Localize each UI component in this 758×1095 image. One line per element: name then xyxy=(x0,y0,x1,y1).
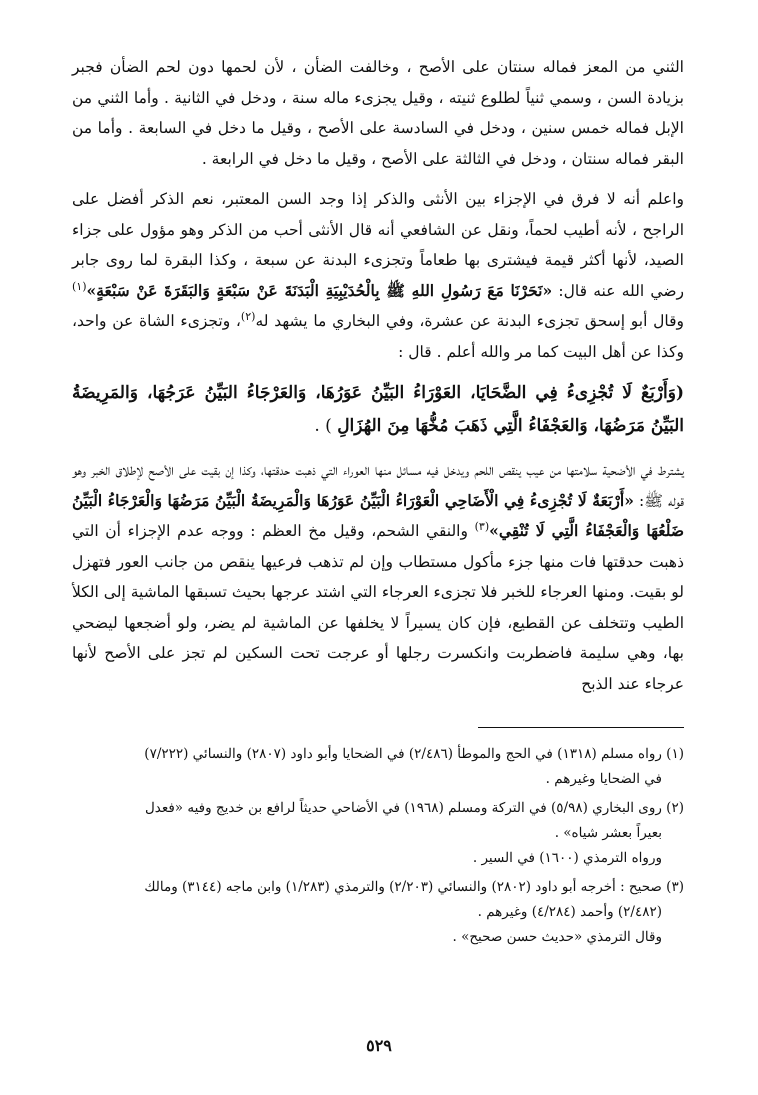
paragraph-1: الثني من المعز فماله سنتان على الأصح ، وخالفت الضأن ، لأن لحمها دون لحم الضأن فجبر بزيادة السن ، وسمي ثنياً لطلوع ثنيته ، وقيل يجزىء ماله سنة ، ودخل في الثانية . وأما الثني من الإبل فماله خمس سنين ، ودخل في السادسة على الأصح ، وقيل ما دخل في السابعة . وأما من البقر فماله سنتان ، ودخل في الثالثة على الأصح ، وقيل ما دخل في الرابعة . xyxy=(72,58,684,168)
paragraph-2 xyxy=(72,184,684,367)
paragraph-2-text-b: وقال أبو إسحق تجزىء البدنة عن عشرة، وفي البخاري ما يشهد له xyxy=(255,312,684,330)
footnote-3-line-3: وقال الترمذي «حديث حسن صحيح» . xyxy=(452,929,662,945)
footnote-2-line-2: بعيراً بعشر شياه» . xyxy=(554,825,662,841)
footnote-3-line-2: (٢/٤٨٢) وأحمد (٤/٢٨٤) وغيرهم . xyxy=(477,904,662,920)
footnote-ref-3[interactable]: (٣) xyxy=(474,519,490,533)
paragraph-3 xyxy=(72,455,684,699)
footnote-2-line-1: (٢) روى البخاري (٥/٩٨) في التركة ومسلم (١٩٦٨) في الأضاحي حديثاً لرافع بن خديج وفيه «فعدل xyxy=(144,800,684,816)
matn-text xyxy=(72,377,684,443)
footnote-2 xyxy=(72,796,684,871)
page-body xyxy=(72,52,684,954)
paragraph-2-text-c: ، وتجزىء الشاة عن واحد، وكذا عن أهل البيت كما مر والله أعلم . قال : xyxy=(72,312,684,361)
paragraph-2-text-a: واعلم أنه لا فرق في الإجزاء بين الأنثى والذكر إذا وجد السن المعتبر، نعم الذكر أفضل على الراجح ، لأنه أطيب لحماً، ونقل عن الشافعي أنه قال الأنثى أحب من الذكر وهو مؤول على جزاء الصيد، لأنها أكثر قيمة فيشترى بها طعاماً وتجزىء البدنة عن سبعة ، وكذا البقرة لما روى جابر رضي الله عنه قال: xyxy=(72,190,684,300)
hadith-quote-jabir: «نَحَرْنَا مَعَ رَسُولِ اللهِ ﷺ بِالْحُدَيْبِيَةِ الْبَدَنَةَ عَنْ سَبْعَةٍ وَالبَقَرَةَ عَنْ سَبْعَةٍ» xyxy=(86,280,553,300)
footnote-1-line-1: (١) رواه مسلم (١٣١٨) في الحج والموطأ (٢/٤٨٦) في الضحايا وأبو داود (٢٨٠٧) والنسائي (٧/٢٢٢) xyxy=(144,746,684,762)
footnote-divider xyxy=(478,727,684,728)
footnote-1-line-2: في الضحايا وغيرهم . xyxy=(545,771,662,787)
footnote-1 xyxy=(72,742,684,792)
matn-text-close: ) . xyxy=(314,416,338,436)
hadith-quote-four-defects: «أَرْبَعَةٌ لَا تُجْزِىءُ فِي الْأَضَاحِي الْعَوْرَاءُ الْبَيِّنُ عَوَرُهَا وَالْمَرِيضَةُ الْبَيِّنُ مَرَضُهَا وَالْعَرْجَاءُ الْبَيِّنُ ضَلْعُهَا وَالْعَجْفَاءُ الَّتِي لَا تُنْقِي» xyxy=(72,490,684,540)
paragraph-3-text-a: يشترط في الأضحية سلامتها من عيب ينقص اللحم ويدخل فيه مسائل منها العوراء التي ذهبت حدقتها، وكذا إن بقيت على الأصح لإطلاق الخبر وهو قوله ﷺ: xyxy=(72,461,684,510)
footnote-3 xyxy=(72,875,684,950)
footnote-2-line-3: ورواه الترمذي (١٦٠٠) في السير . xyxy=(472,850,662,866)
footnote-3-line-1: (٣) صحيح : أخرجه أبو داود (٢٨٠٢) والنسائي (٢/٢٠٣) والترمذي (١/٢٨٣) وابن ماجه (٣١٤٤) ومالك xyxy=(144,879,684,895)
footnote-ref-1[interactable]: (١) xyxy=(72,279,87,293)
footnote-ref-2[interactable]: (٢) xyxy=(240,309,256,323)
page-number: ٥٢٩ xyxy=(366,1036,392,1055)
paragraph-3-text-b: والنقي الشحم، وقيل مخ العظم : ووجه عدم الإجزاء أن التي ذهبت حدقتها فات منها جزء مأكول مستطاب وإن لم تذهب فرعيها ينقص من جانب العور فتهزل لو بقيت. ومنها العرجاء للخبر فلا تجزىء العرجاء التي اشتد عرجها بحيث تسبقها الماشية إلى الكلأ الطيب وتتخلف عن القطيع، فإن كان يسيراً لا يخلفها عن الماشية لم يضر، ولو أضجعها ليضحي بها، وهي سليمة فاضطربت وانكسرت رجلها أو عرجت تحت السكين لم تجز على الأصح لأنها عرجاء عند الذبح xyxy=(72,522,684,693)
matn-text-body: (وَأَرْبَعٌ لَا تُجْزِىءُ فِي الضَّحَايَا، العَوْرَاءُ البَيِّنُ عَوَرُهَا، وَالعَرْجَاءُ البَيِّنُ عَرَجُهَا، وَالمَرِيضَةُ البَيِّنُ مَرَضُهَا، وَالعَجْفَاءُ الَّتِي ذَهَبَ مُخُّهَا مِنَ الهُزَالِ xyxy=(72,383,684,436)
footnotes xyxy=(72,742,684,950)
